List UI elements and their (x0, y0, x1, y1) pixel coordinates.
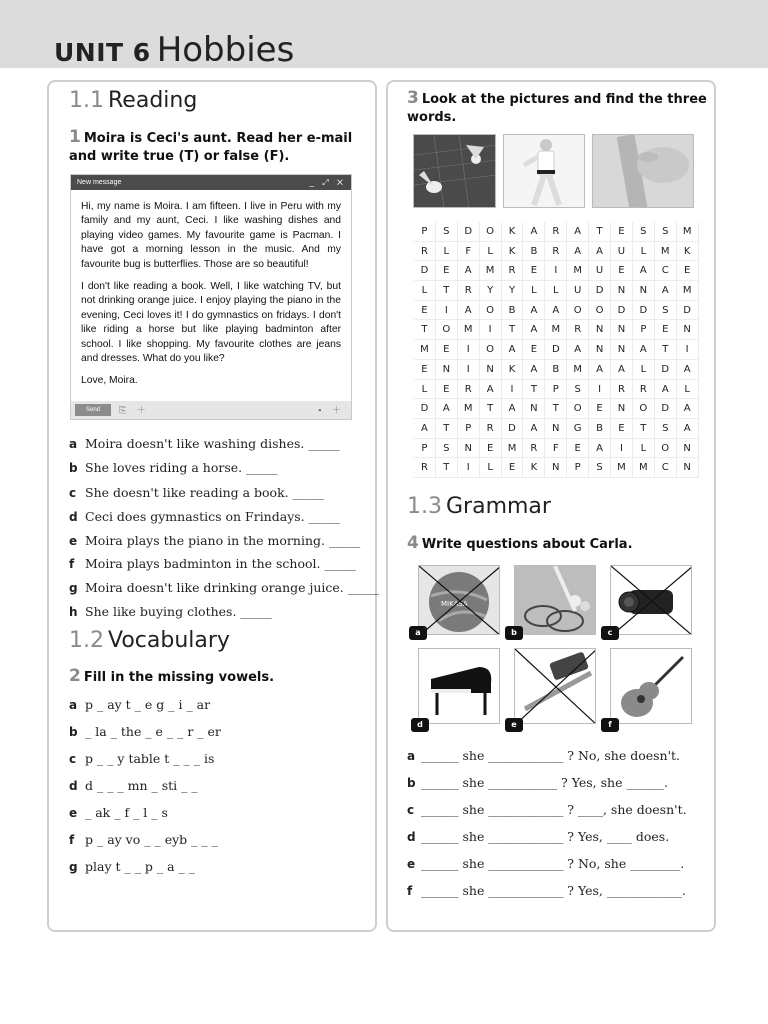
word-search-cell[interactable]: R (414, 242, 436, 262)
word-search-cell[interactable]: P (633, 320, 655, 340)
vocabulary-item: g play t _ _ p _ a _ _ (69, 859, 196, 874)
word-search-cell[interactable]: A (458, 261, 480, 281)
word-search-cell[interactable]: L (436, 242, 458, 262)
word-search-cell[interactable]: T (589, 222, 611, 242)
word-search-cell[interactable]: O (567, 399, 589, 419)
word-search-cell[interactable]: D (458, 222, 480, 242)
word-search-cell[interactable]: K (502, 360, 524, 380)
word-search-cell[interactable]: Y (502, 281, 524, 301)
word-search-cell[interactable]: I (677, 340, 699, 360)
vocabulary-instruction (69, 667, 369, 687)
reading-item: d Ceci does gymnastics on Frindays. _____ (69, 509, 340, 524)
word-search-cell[interactable]: O (480, 301, 502, 321)
vocabulary-item: c p _ _ y table t _ _ _ is (69, 751, 215, 766)
word-search-cell[interactable]: M (480, 261, 502, 281)
word-search-cell[interactable]: O (567, 301, 589, 321)
grammar-question: f ______ she ____________ ? Yes, ____________. (407, 883, 686, 898)
vocabulary-item: e _ ak _ f _ l _ s (69, 805, 168, 820)
word-search-cell[interactable]: D (655, 399, 677, 419)
picture-label: a (409, 626, 427, 640)
vocabulary-item: d d _ _ _ mn _ sti _ _ (69, 778, 198, 793)
word-search-cell[interactable]: R (502, 261, 524, 281)
word-search-cell[interactable]: N (633, 281, 655, 301)
picture-label: d (411, 718, 429, 732)
word-search-cell[interactable]: D (655, 360, 677, 380)
word-search-cell[interactable]: P (414, 222, 436, 242)
word-search-cell[interactable]: L (480, 458, 502, 478)
reading-item: b She loves riding a horse. _____ (69, 460, 278, 475)
word-search-cell[interactable]: C (655, 261, 677, 281)
email-window-title: New message (77, 179, 122, 186)
word-search-cell[interactable]: E (523, 261, 545, 281)
word-search-cell[interactable]: A (480, 380, 502, 400)
word-search-cell[interactable]: T (436, 281, 458, 301)
word-search-cell[interactable]: C (655, 458, 677, 478)
email-footer (71, 401, 351, 419)
word-search-cell[interactable]: E (414, 360, 436, 380)
reading-item: h She like buying clothes. _____ (69, 604, 272, 619)
word-search-cell[interactable]: E (502, 458, 524, 478)
word-search-cell[interactable]: N (480, 360, 502, 380)
badminton-photo (413, 134, 496, 208)
painting-hand-photo (592, 134, 694, 208)
word-search-cell[interactable]: A (545, 301, 567, 321)
word-search-cell[interactable]: A (458, 301, 480, 321)
word-search-cell[interactable]: S (655, 222, 677, 242)
word-search-cell[interactable]: A (589, 360, 611, 380)
word-search-cell[interactable]: A (633, 340, 655, 360)
email-window (70, 174, 352, 420)
grammar-question: c ______ she ____________ ? ____, she doesn't. (407, 802, 687, 817)
piano-picture (418, 648, 500, 724)
word-search-cell[interactable]: L (677, 380, 699, 400)
reading-section-title: Reading (108, 88, 198, 113)
word-search-cell[interactable]: R (611, 380, 633, 400)
word-search-cell[interactable]: A (523, 419, 545, 439)
word-search-cell[interactable]: D (502, 419, 524, 439)
tennis-rackets-picture (514, 565, 596, 635)
word-search-cell[interactable]: A (677, 399, 699, 419)
word-search-row (414, 340, 699, 360)
word-search-cell[interactable]: T (545, 399, 567, 419)
attach-icon[interactable]: ⎘ ＋ (119, 405, 150, 415)
word-search-cell[interactable]: E (611, 419, 633, 439)
vocabulary-item: b _ la _ the _ e _ _ r _ er (69, 724, 221, 739)
word-search-cell[interactable]: A (655, 281, 677, 301)
vocabulary-item: f p _ ay vo _ _ eyb _ _ _ (69, 832, 218, 847)
flute-picture (514, 648, 596, 724)
word-search-cell[interactable]: L (633, 439, 655, 459)
word-search-cell[interactable]: T (523, 380, 545, 400)
word-search-cell[interactable]: A (589, 242, 611, 262)
word-search-cell[interactable]: M (414, 340, 436, 360)
word-search-cell[interactable]: I (480, 320, 502, 340)
reading-item: f Moira plays badminton in the school. _____ (69, 556, 356, 571)
word-search-cell[interactable]: D (545, 340, 567, 360)
word-search-cell[interactable]: K (502, 242, 524, 262)
word-search-cell[interactable]: K (523, 458, 545, 478)
karate-photo (503, 134, 585, 208)
word-search-cell[interactable]: A (502, 399, 524, 419)
word-search-cell[interactable]: I (502, 380, 524, 400)
word-search-cell[interactable]: K (677, 242, 699, 262)
reading-item: a Moira doesn't like washing dishes. _____ (69, 436, 340, 451)
grammar-question: b ______ she ___________ ? Yes, she ______. (407, 775, 668, 790)
word-search-cell[interactable]: L (480, 242, 502, 262)
word-search-row (414, 301, 699, 321)
word-search-cell[interactable]: S (567, 380, 589, 400)
word-search-cell[interactable]: A (567, 222, 589, 242)
word-search-cell[interactable]: U (589, 261, 611, 281)
word-search-cell[interactable]: D (414, 399, 436, 419)
picture-label: c (601, 626, 619, 640)
word-search-cell[interactable]: Y (480, 281, 502, 301)
word-search-cell[interactable]: S (436, 439, 458, 459)
word-search-cell[interactable]: R (567, 320, 589, 340)
instruction-text: Look at the pictures and find the three words. (407, 92, 707, 125)
grammar-question: e ______ she ____________ ? No, she ________. (407, 856, 685, 871)
word-search-cell[interactable]: N (545, 419, 567, 439)
word-search-cell[interactable]: L (545, 281, 567, 301)
word-search-row (414, 439, 699, 459)
email-paragraph: Hi, my name is Moira. I am fifteen. I live in Peru with my family and my aunt, Ceci. I like washing dishes and playing video games. My favourite game is Pacman. I have got a morning lesson in the music. And my favourite bug is butterflies. Those are so beautiful! (81, 201, 341, 270)
word-search-cell[interactable]: A (677, 419, 699, 439)
word-search-row (414, 399, 699, 419)
word-search-cell[interactable]: G (567, 419, 589, 439)
word-search-cell[interactable]: S (589, 458, 611, 478)
word-search-cell[interactable]: M (545, 320, 567, 340)
word-search-cell[interactable]: D (414, 261, 436, 281)
word-search-cell[interactable]: T (436, 419, 458, 439)
send-button[interactable]: Send (75, 404, 111, 416)
word-search-cell[interactable]: R (545, 242, 567, 262)
word-search-cell[interactable]: R (633, 380, 655, 400)
vocabulary-item: a p _ ay t _ e g _ i _ ar (69, 697, 211, 712)
word-search-cell[interactable]: S (655, 301, 677, 321)
vocabulary-heading (69, 628, 230, 653)
word-search-cell[interactable]: N (545, 458, 567, 478)
unit-topic: Hobbies (156, 30, 295, 70)
word-search-row (414, 380, 699, 400)
email-signoff: Love, Moira. (81, 375, 138, 387)
word-search-cell[interactable]: N (523, 399, 545, 419)
word-search-cell[interactable]: N (589, 340, 611, 360)
word-search-row (414, 261, 699, 281)
word-search-cell[interactable]: I (436, 301, 458, 321)
word-search-cell[interactable]: E (523, 340, 545, 360)
word-search-cell[interactable]: R (458, 380, 480, 400)
word-search-cell[interactable]: P (545, 380, 567, 400)
grammar-instruction (407, 534, 707, 554)
word-search-cell[interactable]: N (677, 439, 699, 459)
word-search-cell[interactable]: A (633, 261, 655, 281)
word-search-row (414, 360, 699, 380)
word-search-cell[interactable]: R (458, 281, 480, 301)
word-search-cell[interactable]: N (677, 458, 699, 478)
video-camera-picture (610, 565, 692, 635)
grammar-question: a ______ she ____________ ? No, she doesn't. (407, 748, 681, 763)
word-search-cell[interactable]: A (436, 399, 458, 419)
word-search-cell[interactable]: A (589, 439, 611, 459)
word-search-cell[interactable]: M (633, 458, 655, 478)
word-search-cell[interactable]: N (611, 320, 633, 340)
instruction-text: Moira is Ceci's aunt. Read her e-mail and write true (T) or false (F). (69, 131, 353, 164)
word-search-cell[interactable]: R (480, 419, 502, 439)
word-search-cell[interactable]: R (545, 222, 567, 242)
word-search-cell[interactable]: A (677, 360, 699, 380)
word-search-cell[interactable]: M (677, 222, 699, 242)
vocabulary-section-number: 1.2 (69, 628, 104, 653)
page-title (54, 30, 294, 70)
word-search-cell[interactable]: U (611, 242, 633, 262)
word-search-cell[interactable]: E (436, 261, 458, 281)
word-search-cell[interactable]: R (523, 439, 545, 459)
word-search-cell[interactable]: P (458, 419, 480, 439)
word-search-cell[interactable]: I (611, 439, 633, 459)
word-search-cell[interactable]: S (436, 222, 458, 242)
grammar-section-number: 1.3 (407, 494, 442, 519)
word-search-cell[interactable]: L (523, 281, 545, 301)
grammar-question: d ______ she ____________ ? Yes, ____ does. (407, 829, 670, 844)
word-search-cell[interactable]: L (633, 242, 655, 262)
word-search-cell[interactable]: T (655, 340, 677, 360)
word-search-cell[interactable]: M (677, 281, 699, 301)
reading-instruction (69, 128, 369, 166)
word-search-cell[interactable]: M (458, 320, 480, 340)
word-search-cell[interactable]: P (567, 458, 589, 478)
word-search-cell[interactable]: D (677, 301, 699, 321)
word-search-cell[interactable]: O (480, 222, 502, 242)
word-search-cell[interactable]: T (414, 320, 436, 340)
reading-item: c She doesn't like reading a book. _____ (69, 485, 324, 500)
word-search-cell[interactable]: N (611, 340, 633, 360)
word-search-cell[interactable]: M (458, 399, 480, 419)
picture-label: f (601, 718, 619, 732)
instruction-text: Write questions about Carla. (421, 537, 633, 552)
word-search-cell[interactable]: T (502, 320, 524, 340)
word-search-cell[interactable]: M (611, 458, 633, 478)
word-search-cell[interactable]: A (523, 320, 545, 340)
word-search-cell[interactable]: N (677, 320, 699, 340)
word-search-cell[interactable]: E (655, 320, 677, 340)
word-search-cell[interactable]: S (633, 222, 655, 242)
word-search-cell[interactable]: I (458, 458, 480, 478)
word-search-cell[interactable]: A (567, 242, 589, 262)
word-search-cell[interactable]: T (436, 458, 458, 478)
word-search-cell[interactable]: T (633, 419, 655, 439)
word-search-cell[interactable]: L (414, 281, 436, 301)
exercise-number: 1 (69, 127, 81, 147)
word-search-cell[interactable]: P (414, 439, 436, 459)
word-search-cell[interactable]: I (589, 380, 611, 400)
volleyball-picture (418, 565, 500, 635)
word-search-cell[interactable]: L (414, 380, 436, 400)
word-search-row (414, 222, 699, 242)
svg-text:MIKASA: MIKASA (441, 600, 468, 608)
email-titlebar (71, 175, 351, 190)
word-search-cell[interactable]: I (545, 261, 567, 281)
word-search-cell[interactable]: N (589, 320, 611, 340)
exercise-number: 4 (407, 533, 419, 553)
word-search-cell[interactable]: B (502, 301, 524, 321)
vocabulary-section-title: Vocabulary (108, 628, 230, 653)
guitar-picture (610, 648, 692, 724)
word-search-row (414, 320, 699, 340)
word-search-cell[interactable]: E (480, 439, 502, 459)
word-search-cell[interactable]: D (611, 301, 633, 321)
reading-item: e Moira plays the piano in the morning. _____ (69, 533, 361, 548)
word-search-cell[interactable]: E (414, 301, 436, 321)
word-search-cell[interactable]: F (458, 242, 480, 262)
word-search-cell[interactable]: A (523, 301, 545, 321)
word-search-cell[interactable]: B (545, 360, 567, 380)
exercise-number: 3 (407, 88, 419, 108)
word-search-cell[interactable]: A (502, 340, 524, 360)
word-search-cell[interactable]: B (523, 242, 545, 262)
word-search-cell[interactable]: O (436, 320, 458, 340)
word-search-cell[interactable]: I (458, 340, 480, 360)
word-search-cell[interactable]: R (414, 458, 436, 478)
word-search-cell[interactable]: A (414, 419, 436, 439)
word-search-cell[interactable]: N (611, 281, 633, 301)
word-search-row (414, 281, 699, 301)
word-search-cell[interactable]: E (589, 399, 611, 419)
exercise-number: 2 (69, 666, 81, 686)
trash-icon[interactable]: ▪ ＋ (318, 405, 345, 415)
email-body (71, 190, 351, 389)
word-search-cell[interactable]: N (611, 399, 633, 419)
word-search-cell[interactable]: A (611, 360, 633, 380)
grammar-section-title: Grammar (446, 494, 551, 519)
reading-heading (69, 88, 197, 113)
word-search-cell[interactable]: E (567, 439, 589, 459)
word-search-cell[interactable]: E (436, 340, 458, 360)
word-search-cell[interactable]: M (567, 261, 589, 281)
word-search-cell[interactable]: O (633, 399, 655, 419)
word-search-cell[interactable]: L (633, 360, 655, 380)
instruction-text: Fill in the missing vowels. (83, 670, 275, 685)
reading-section-number: 1.1 (69, 88, 104, 113)
word-search-cell[interactable]: I (458, 360, 480, 380)
word-search-row (414, 242, 699, 262)
word-search-cell[interactable]: F (545, 439, 567, 459)
picture-label: e (505, 718, 523, 732)
word-search-row (414, 419, 699, 439)
word-search-cell[interactable]: A (523, 360, 545, 380)
word-search-cell[interactable]: D (589, 281, 611, 301)
window-controls-icon[interactable]: _ ⤢ ✕ (309, 178, 346, 187)
word-search-cell[interactable]: E (611, 222, 633, 242)
word-search-cell[interactable]: M (502, 439, 524, 459)
word-search-cell[interactable]: E (436, 380, 458, 400)
grammar-heading (407, 494, 551, 519)
word-search-cell[interactable]: A (567, 340, 589, 360)
word-search-cell[interactable]: M (567, 360, 589, 380)
picture-label: b (505, 626, 523, 640)
word-search-cell[interactable]: T (480, 399, 502, 419)
email-paragraph: I don't like reading a book. Well, I like watching TV, but not drinking orange juice. I enjoy playing the piano in the evening, Ceci loves it! I do gymnastics on fridays. I don't like riding a horse but like playing badminton after school. I like shopping. My favourite clothes are jeans and dresses. What do you like? (81, 281, 341, 365)
word-search-grid (414, 222, 699, 478)
word-search-cell[interactable]: U (567, 281, 589, 301)
word-search-cell[interactable]: A (523, 222, 545, 242)
word-search-cell[interactable]: N (436, 360, 458, 380)
word-search-cell[interactable]: E (611, 261, 633, 281)
word-search-cell[interactable]: O (589, 301, 611, 321)
wordsearch-instruction (407, 89, 707, 127)
word-search-cell[interactable]: O (480, 340, 502, 360)
word-search-cell[interactable]: O (655, 439, 677, 459)
word-search-cell[interactable]: N (458, 439, 480, 459)
word-search-cell[interactable]: K (502, 222, 524, 242)
word-search-cell[interactable]: E (677, 261, 699, 281)
word-search-cell[interactable]: M (655, 242, 677, 262)
unit-label: UNIT 6 (54, 38, 151, 67)
word-search-cell[interactable]: D (633, 301, 655, 321)
word-search-row (414, 458, 699, 478)
word-search-cell[interactable]: S (655, 419, 677, 439)
reading-item: g Moira doesn't like drinking orange juice. _____ (69, 580, 380, 595)
word-search-cell[interactable]: A (655, 380, 677, 400)
word-search-cell[interactable]: B (589, 419, 611, 439)
